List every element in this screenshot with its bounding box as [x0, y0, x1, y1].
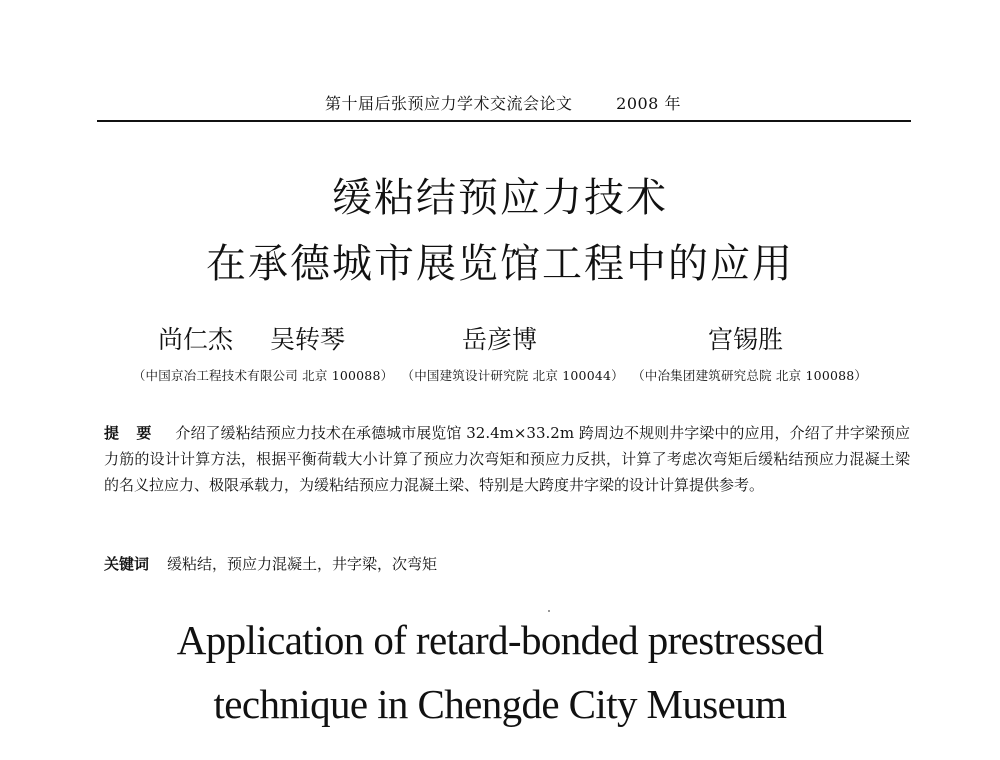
- affiliations: [0, 366, 1000, 384]
- scan-speck: [548, 610, 550, 612]
- english-title-line-1: Application of retard-bonded prestressed: [176, 617, 824, 663]
- author-list: [0, 320, 1000, 356]
- abstract: [104, 420, 910, 498]
- header-divider: [97, 120, 911, 122]
- affiliation-3: （中冶集团建筑研究总院 北京 100088）: [632, 368, 868, 383]
- conference-name: 第十届后张预应力学术交流会论文: [325, 94, 573, 113]
- affiliation-1: （中国京冶工程技术有限公司 北京 100088）: [132, 368, 394, 383]
- keywords-label: 关键词: [104, 555, 150, 573]
- author-3: 岳彦博: [462, 325, 538, 354]
- running-header: [97, 91, 909, 114]
- conference-year: 2008 年: [616, 94, 681, 113]
- abstract-label: 提 要: [104, 424, 158, 442]
- english-title-line-2: technique in Chengde City Museum: [213, 681, 787, 727]
- author-1: 尚仁杰: [158, 325, 234, 354]
- keywords-text: 缓粘结，预应力混凝土，井字梁，次弯矩: [167, 555, 438, 573]
- author-4: 宫锡胜: [708, 325, 784, 354]
- paper-title-line-1: 缓粘结预应力技术: [332, 175, 668, 221]
- abstract-text: 介绍了缓粘结预应力技术在承德城市展览馆 32.4m×33.2m 跨周边不规则井字梁中的应用，介绍了井字梁预应力筋的设计计算方法，根据平衡荷载大小计算了预应力次弯矩和预应力反拱，计算了考虑次弯矩后缓粘结预应力混凝土梁的名义拉应力、极限承载力，为缓粘结预应力混凝土梁、特别是大跨度井字梁的设计计算提供参考。: [104, 424, 910, 494]
- affiliation-2: （中国建筑设计研究院 北京 100044）: [401, 368, 624, 383]
- keywords: [104, 551, 910, 577]
- paper-title-line-2: 在承德城市展览馆工程中的应用: [206, 241, 794, 287]
- author-2: 吴转琴: [270, 325, 346, 354]
